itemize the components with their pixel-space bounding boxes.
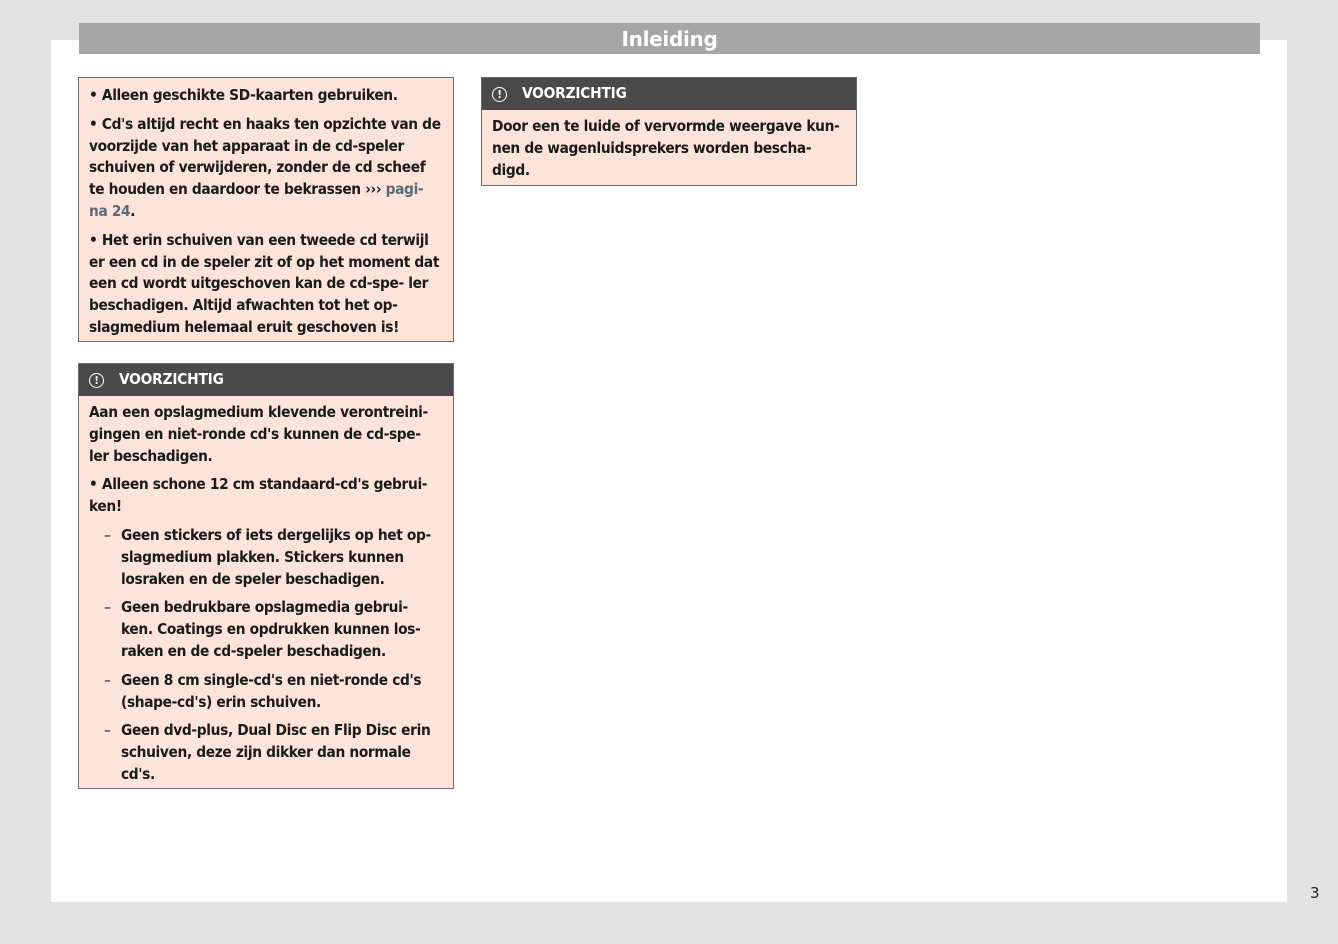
caution-title: VOORZICHTIG xyxy=(119,370,224,389)
page-link[interactable]: pagi- na 24 xyxy=(89,180,424,220)
caution-title: VOORZICHTIG xyxy=(522,84,627,103)
caution-intro: Aan een opslagmedium klevende verontreini- gingen en niet-ronde cd's kunnen de cd-spe- ler beschadigen. xyxy=(89,403,428,465)
caution-bullet: • Alleen schone 12 cm standaard-cd's gebrui- ken! xyxy=(89,474,443,518)
caution-dash-item: – Geen stickers of iets dergelijks op het op- slagmedium plakken. Stickers kunnen losraken en de speler beschadigen. xyxy=(89,525,443,590)
chevron-right-icon: ››› xyxy=(365,180,382,199)
section-header: Inleiding xyxy=(79,23,1260,54)
caution-text: Door een te luide of vervormde weergave kun- nen de wagenluidsprekers worden bescha- digd. xyxy=(492,117,840,179)
page-number: 3 xyxy=(1310,884,1320,902)
notice-item: • Het erin schuiven van een tweede cd terwijl er een cd in de speler zit of op het moment dat een cd wordt uitgeschoven kan de cd-spe- ler beschadigen. Altijd afwachten tot het op- slagmedium helemaal eruit geschoven is! xyxy=(89,230,443,339)
notice-item-end: . xyxy=(130,201,136,220)
caution-dash-item: – Geen bedrukbare opslagmedia gebrui- ken. Coatings en opdrukken kunnen los- raken en de cd-speler beschadigen. xyxy=(89,597,443,662)
notice-item xyxy=(89,114,443,223)
caution-box-speakers xyxy=(481,77,857,186)
caution-header xyxy=(482,78,856,110)
warning-icon: ! xyxy=(492,87,507,102)
caution-dash-item: – Geen 8 cm single-cd's en niet-ronde cd's (shape-cd's) erin schuiven. xyxy=(89,670,443,714)
notice-box-continued xyxy=(78,77,454,342)
caution-dash-item: – Geen dvd-plus, Dual Disc en Flip Disc erin schuiven, deze zijn dikker dan normale cd's. xyxy=(89,720,443,785)
notice-item: • Alleen geschikte SD-kaarten gebruiken. xyxy=(89,85,443,107)
caution-box xyxy=(78,363,454,789)
caution-header xyxy=(79,364,453,396)
notice-item-text: • Cd's altijd recht en haaks ten opzichte van de voorzijde van het apparaat in de cd-speler schuiven of verwijderen, zonder de cd scheef te houden en daardoor te bekrassen xyxy=(89,115,441,198)
warning-icon: ! xyxy=(89,373,104,388)
